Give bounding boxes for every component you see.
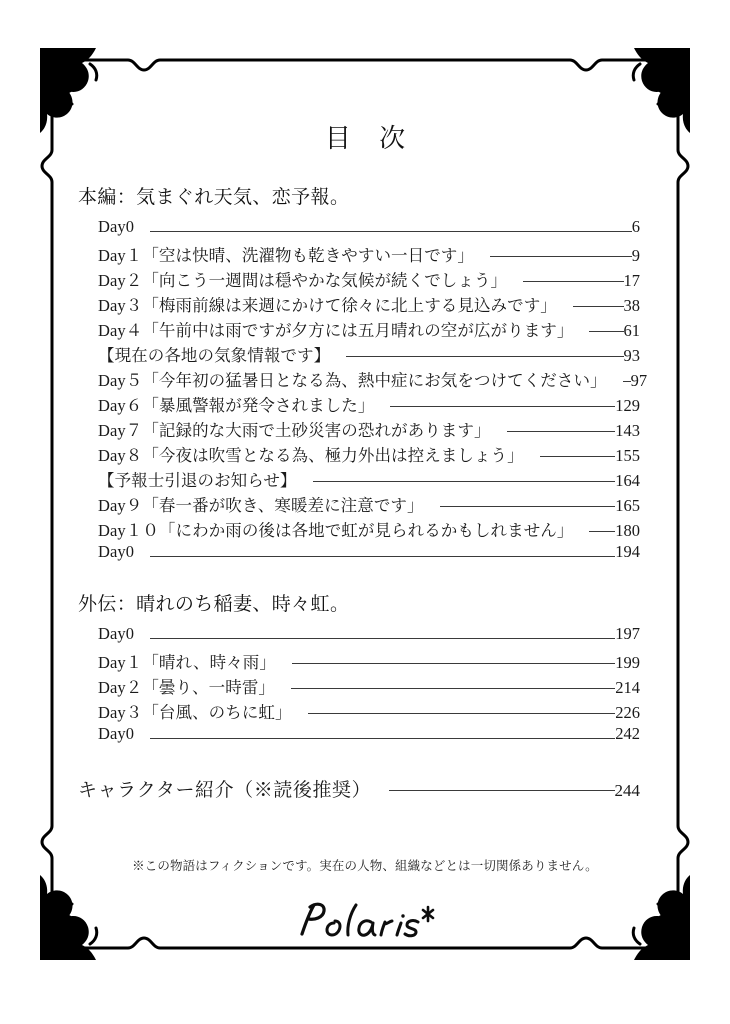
fiction-disclaimer: ※この物語はフィクションです。実在の人物、組織などとは一切関係ありません。 [132,859,598,873]
toc-sections [78,186,648,802]
leader-line [589,531,615,532]
toc-entry-label: Day８「今夜は吹雪となる為、極力外出は控えましょう」 [98,445,524,465]
leader-line [150,556,615,557]
toc-entry[interactable] [98,542,640,567]
leader-line [389,790,614,791]
toc-entry[interactable] [98,242,640,267]
toc-entry[interactable] [98,317,640,342]
toc-entry-page: 9 [631,245,640,265]
toc-entry-label: キャラクター紹介（※読後推奨） [78,779,372,801]
toc-entry-label: 【現在の各地の気象情報です】 [98,345,331,365]
leader-line [308,713,616,714]
leader-line [150,738,615,739]
toc-entry-label: Day0 [98,723,135,743]
toc-entry-page: 194 [615,541,640,561]
toc-section [78,186,648,567]
toc-entry-label: Day１「晴れ、時々雨」 [98,652,276,672]
toc-entry-label: Day５「今年初の猛暑日となる為、熱中症にお気をつけてください」 [98,370,607,390]
toc-entry-page: 6 [631,216,640,236]
toc-entry-page: 197 [615,623,640,643]
toc-entry-page: 164 [615,470,640,490]
toc-entry-label: Day１０「にわか雨の後は各地で虹が見られるかもしれません」 [98,520,574,540]
leader-line [490,256,632,257]
toc-entry[interactable] [98,442,640,467]
toc-entry[interactable] [98,467,640,492]
toc-entry[interactable] [98,292,640,317]
toc-entry[interactable] [98,342,640,367]
toc-entry-page: 129 [615,395,640,415]
leader-line [150,638,615,639]
toc-entry-label: Day0 [98,216,135,236]
toc-entry-page: 61 [623,320,640,340]
toc-entry-page: 143 [615,420,640,440]
leader-line [540,456,616,457]
toc-entry-label: Day６「暴風警報が発令されました」 [98,395,375,415]
toc-entry-label: Day７「記録的な大雨で土砂災害の恐れがあります」 [98,420,491,440]
toc-entry[interactable] [98,674,640,699]
section-heading: 本編：気まぐれ天気、恋予報。 [78,187,350,208]
toc-entry[interactable] [98,624,640,649]
leader-line [623,381,631,382]
toc-entry-page: 180 [615,520,640,540]
toc-entry-label: Day９「春一番が吹き、寒暖差に注意です」 [98,495,424,515]
leader-line [523,281,623,282]
polaris-wordmark-icon [290,896,440,942]
leader-line [150,231,632,232]
toc-entry-page: 165 [615,495,640,515]
leader-line [346,356,623,357]
leader-line [573,306,624,307]
toc-entry-page: 244 [614,780,640,800]
toc-entry-label: 【予報士引退のお知らせ】 [98,470,297,490]
toc-entry-page: 97 [630,370,648,390]
toc-entry-page: 226 [615,702,640,722]
toc-section [78,593,640,749]
toc-entry[interactable] [98,217,640,242]
toc-entry-page: 199 [615,652,640,672]
toc-entry-label: Day３「梅雨前線は来週にかけて徐々に北上する見込みです」 [98,295,557,315]
toc-entry[interactable] [98,367,648,392]
toc-entry-label: Day１「空は快晴、洗濯物も乾きやすい一日です」 [98,245,474,265]
toc-entry[interactable] [98,417,640,442]
toc-entry[interactable] [98,267,640,292]
page-title: 目 次 [324,124,417,153]
polaris-logo [0,896,730,942]
leader-line [390,406,615,407]
toc-entry-label: Day0 [98,541,135,561]
toc-entry-page: 17 [623,270,640,290]
toc-entry-page: 155 [615,445,640,465]
leader-line [292,663,615,664]
toc-entry[interactable] [78,775,640,802]
leader-line [589,331,623,332]
toc-entry-label: Day２「向こう一週間は穏やかな気候が続くでしょう」 [98,270,508,290]
toc-entry-label: Day0 [98,623,135,643]
toc-entry[interactable] [98,517,640,542]
toc-entry[interactable] [98,649,640,674]
toc-entry[interactable] [98,392,640,417]
toc-entry-label: Day２「曇り、一時雷」 [98,677,275,697]
toc-entry-label: Day４「午前中は雨ですが夕方には五月晴れの空が広がります」 [98,320,574,340]
leader-line [313,481,616,482]
toc-entry-page: 214 [615,677,640,697]
toc-entry[interactable] [98,724,640,749]
leader-line [440,506,616,507]
toc-entry-label: Day３「台風、のちに虹」 [98,702,292,722]
toc-entry-page: 242 [615,723,640,743]
toc-entry-page: 38 [623,295,640,315]
leader-line [507,431,616,432]
toc-entry[interactable] [98,699,640,724]
section-heading: 外伝：晴れのち稲妻、時々虹。 [78,593,350,615]
leader-line [291,688,615,689]
toc-entry-page: 93 [623,345,640,365]
character-intro-section [78,775,640,802]
toc-entry[interactable] [98,492,640,517]
